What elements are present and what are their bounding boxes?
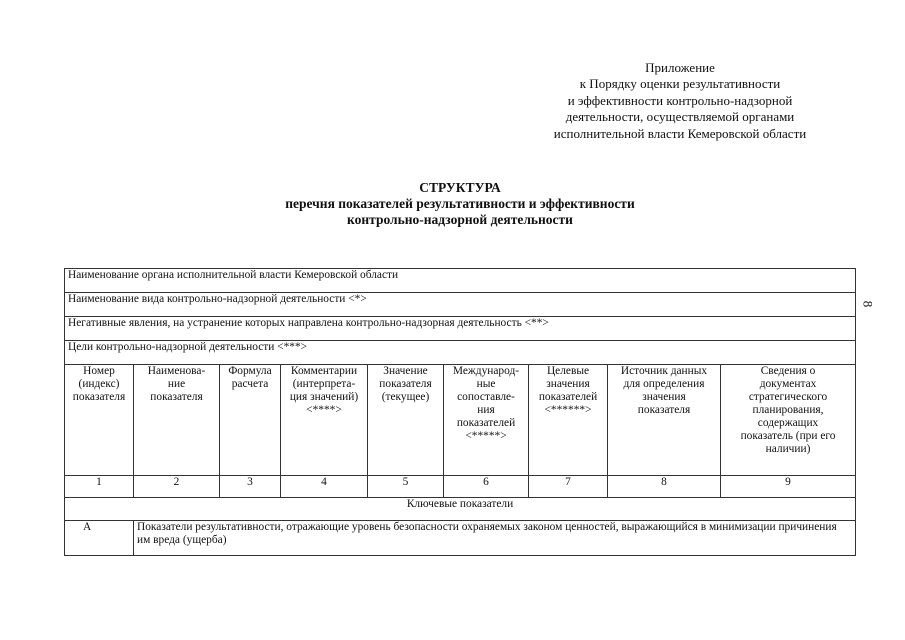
column-number: 8: [608, 476, 721, 498]
column-header-line: ния: [477, 404, 495, 416]
column-header-line: Международ-: [452, 365, 520, 377]
column-header-line: содержащих: [757, 417, 819, 429]
table-header-row: [65, 293, 856, 317]
column-header-line: показателей: [456, 417, 516, 429]
column-header-line: значения: [546, 378, 590, 390]
appendix-line: деятельности, осуществляемой органами: [565, 109, 795, 125]
column-header-line: для определения: [623, 378, 705, 390]
appendix-line: исполнительной власти Кемеровской области: [553, 125, 807, 141]
column-number: 4: [281, 476, 368, 498]
column-header-line: Значение: [383, 365, 428, 377]
column-header-line: Целевые: [546, 365, 590, 377]
column-header: [608, 365, 721, 476]
column-header-line: Номер: [83, 365, 115, 377]
column-header: [220, 365, 281, 476]
title-line: СТРУКТУРА: [419, 180, 501, 195]
table-row: [65, 521, 856, 556]
appendix-line: и эффективности контрольно-надзорной: [567, 92, 793, 108]
column-header-line: (интерпрета-: [292, 378, 356, 390]
column-header-line: планирования,: [752, 404, 824, 416]
header-cell: Наименование вида контрольно-надзорной деятельности <*>: [65, 293, 856, 317]
document-title: [180, 180, 740, 228]
column-header-line: Сведения о: [760, 365, 816, 377]
header-cell: Наименование органа исполнительной власти Кемеровской области: [65, 269, 856, 293]
column-header-line: показателя: [150, 391, 203, 403]
column-header-line: значения: [642, 391, 686, 403]
column-number: 1: [65, 476, 134, 498]
column-header-line: (индекс): [78, 378, 120, 390]
column-header: [444, 365, 529, 476]
column-header-line: наличии): [765, 443, 811, 455]
title-line: контрольно-надзорной деятельности: [347, 212, 573, 227]
title-line: перечня показателей результативности и эффективности: [285, 196, 635, 211]
column-header-line: Формула: [228, 365, 272, 377]
column-header-line: документах: [759, 378, 817, 390]
column-number: 6: [444, 476, 529, 498]
appendix-line: к Порядку оценки результативности: [579, 76, 781, 92]
column-number: 3: [220, 476, 281, 498]
column-header: [368, 365, 444, 476]
column-header: [134, 365, 220, 476]
column-headers-row: [65, 365, 856, 476]
column-header: [281, 365, 368, 476]
column-number: 7: [529, 476, 608, 498]
section-title: Ключевые показатели: [65, 498, 856, 521]
table-header-row: [65, 317, 856, 341]
table-header-row: [65, 341, 856, 365]
column-header-line: расчета: [231, 378, 269, 390]
header-cell: Негативные явления, на устранение которых направлена контрольно-надзорная деятельность <**>: [65, 317, 856, 341]
page-number: 8: [860, 300, 876, 308]
column-header: [529, 365, 608, 476]
column-header-line: <****>: [306, 404, 342, 416]
column-header-line: <******>: [544, 404, 592, 416]
column-header-line: ние: [167, 378, 186, 390]
column-header-line: <*****>: [465, 430, 507, 442]
column-header-line: Источник данных: [620, 365, 708, 377]
column-header: [721, 365, 856, 476]
column-header-line: показателя: [637, 404, 691, 416]
column-header-line: показателя: [72, 391, 126, 403]
column-number: 2: [134, 476, 220, 498]
column-header-line: ция значений): [289, 391, 359, 403]
appendix-header: [530, 60, 830, 142]
column-header-line: показателя: [379, 378, 432, 390]
column-numbers-row: [65, 476, 856, 498]
structure-table: [64, 268, 856, 556]
appendix-line: Приложение: [645, 60, 715, 75]
column-number: 5: [368, 476, 444, 498]
column-number: 9: [721, 476, 856, 498]
table-header-row: [65, 269, 856, 293]
column-header: [65, 365, 134, 476]
column-header-line: ные: [476, 378, 496, 390]
header-cell: Цели контрольно-надзорной деятельности <***>: [65, 341, 856, 365]
column-header-line: показателей: [538, 391, 598, 403]
column-header-line: показатель (при его: [740, 430, 836, 442]
column-header-line: Наименова-: [147, 365, 206, 377]
column-header-line: стратегического: [748, 391, 828, 403]
column-header-line: (текущее): [381, 391, 430, 403]
row-description: Показатели результативности, отражающие уровень безопасности охраняемых законом ценностей, выражающийся в минимизации причинения им вреда (ущерба): [134, 521, 856, 556]
column-header-line: Комментарии: [290, 365, 358, 377]
row-index: А: [65, 521, 134, 556]
section-row: [65, 498, 856, 521]
column-header-line: сопоставле-: [457, 391, 515, 403]
